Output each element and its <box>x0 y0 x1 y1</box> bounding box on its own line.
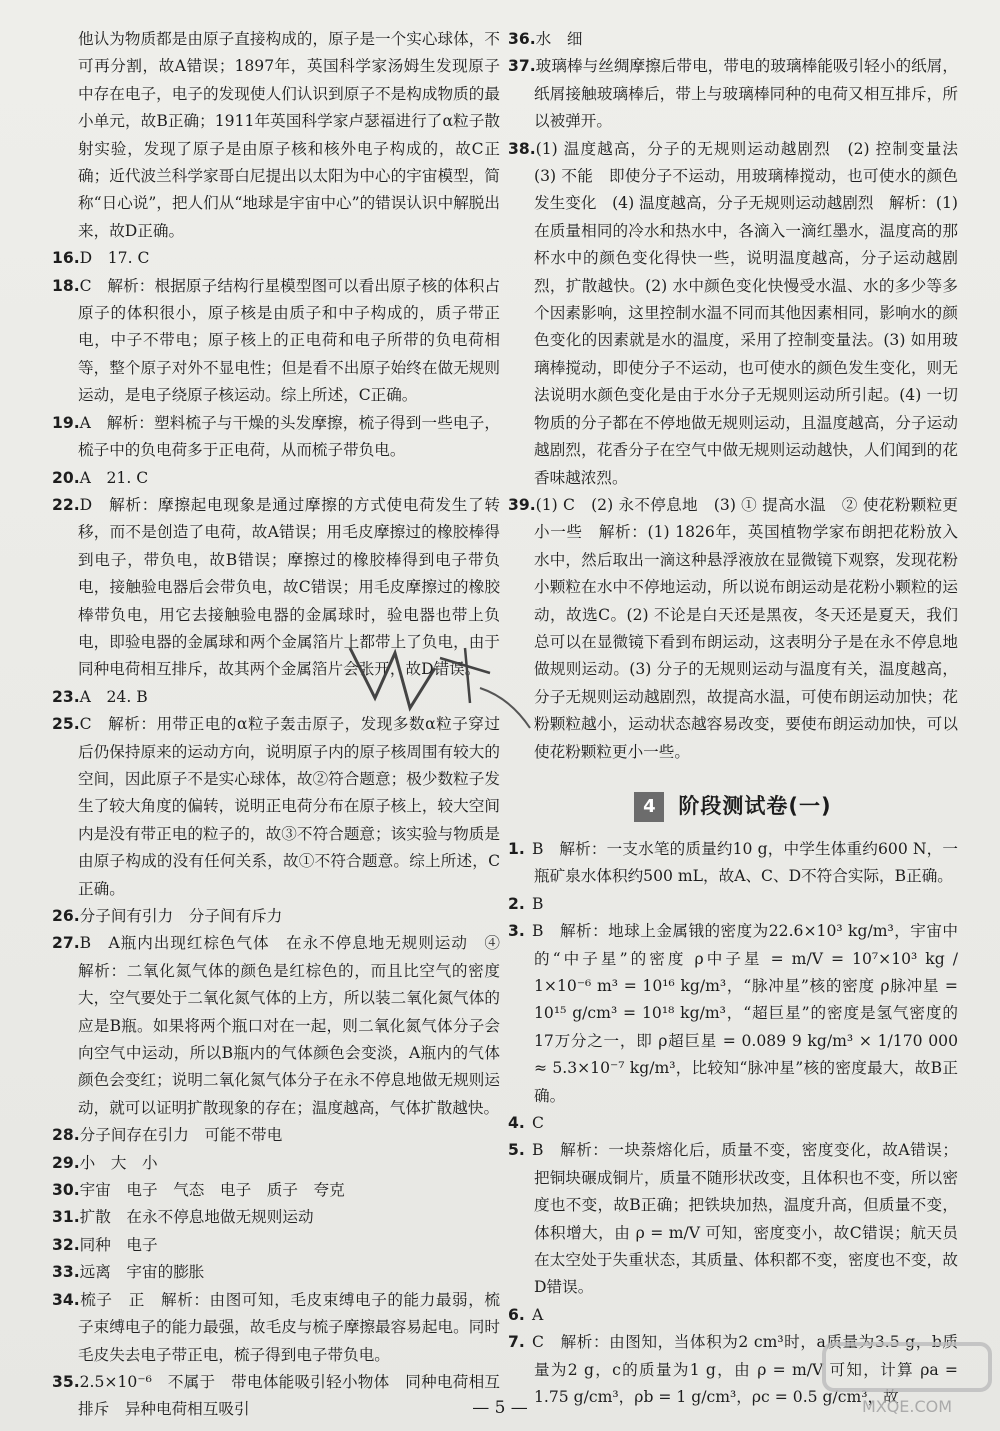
question-number: 37. <box>508 57 536 76</box>
question-number: 28. <box>52 1126 80 1145</box>
section-title: 阶段测试卷(一) <box>678 794 832 819</box>
watermark-logo <box>822 1338 992 1418</box>
answer-item <box>52 930 516 1122</box>
page-number: — 5 — <box>472 1398 528 1418</box>
answer-item <box>52 1204 500 1231</box>
answer-item <box>508 1110 958 1137</box>
question-number: 38. <box>508 139 536 158</box>
section-header <box>508 792 958 822</box>
answer-item <box>52 245 500 272</box>
question-number: 32. <box>52 1235 80 1254</box>
answer-item <box>52 1150 500 1177</box>
question-number: 16. <box>52 249 80 268</box>
question-number: 3. <box>508 922 525 941</box>
answer-text: 小 大 小 <box>79 1153 158 1172</box>
question-number: 2. <box>508 894 525 913</box>
answer-item <box>508 918 958 1110</box>
answer-item <box>508 492 958 766</box>
answer-item <box>52 26 500 245</box>
answers-block-a <box>508 26 974 766</box>
question-number: 39. <box>508 495 536 514</box>
answer-text: (1) C (2) 永不停息地 (3) ① 提高水温 ② 使花粉颗粒更小一些 解析：(1) 1826年，英国植物学家布朗把花粉放入水中，然后取出一滴这种悬浮液放在显微镜下观察，发现花粉小颗粒在水中不停地运动，所以说布朗运动是花粉小颗粒的运动，故选C。(2) 不论是白天还是黑夜，冬天还是夏天，我们总可以在显微镜下看到布朗运动，这表明分子是在永不停息地做规则运动。(3) 分子的无规则运动与温度有关，温度越高，分子无规则运动越剧烈，故提高水温，可使布朗运动加快；花粉颗粒越小，运动状态越容易改变，要使布朗运动加快，可以使花粉颗粒更小一些。 <box>534 495 958 761</box>
answer-text: B 解析：一块萘熔化后，质量不变，密度变化，故A错误；把铜块碾成铜片，质量不随形状改变，且体积也不变，所以密度也不变，故B正确；把铁块加热，温度升高，但质量不变，体积增大，由 ρ = m/V 可知，密度变小，故C错误；航天员在太空处于失重状态，其质量、体积都不变，密度也不变，故D错误。 <box>532 1141 958 1297</box>
question-number: 36. <box>508 30 536 48</box>
answer-item <box>52 1177 500 1204</box>
answer-text: A 解析：塑料梳子与干燥的头发摩擦，梳子得到一些电子，梳子中的负电荷多于正电荷，从而梳子带负电。 <box>78 413 500 460</box>
question-number: 22. <box>52 495 80 514</box>
answers-block-b <box>508 836 958 1412</box>
answer-text: 远离 宇宙的膨胀 <box>79 1263 205 1282</box>
answer-text: 2.5×10⁻⁶ 不属于 带电体能吸引轻小物体 同种电荷相互排斥 异种电荷相互吸引 <box>78 1372 500 1419</box>
answer-text: 宇宙 电子 气态 电子 质子 夸克 <box>79 1181 345 1200</box>
answer-item <box>52 465 500 492</box>
question-number: 4. <box>508 1114 525 1133</box>
question-number: 35. <box>52 1372 80 1391</box>
watermark-text: MXQE.COM <box>861 1397 953 1416</box>
handwritten-stamp <box>340 628 540 738</box>
answer-text: 他认为物质都是由原子直接构成的，原子是一个实心球体，不可再分割，故A错误；1897年，英国科学家汤姆生发现原子中存在电子，电子的发现使人们认识到原子不是构成物质的最小单元，故B正确；1911年英国科学家卢瑟福进行了α粒子散射实验，发现了原子是由原子核和核外电子构成的，故C正确；近代波兰科学家哥白尼提出以太阳为中心的宇宙模型，简称“日心说”，把人们从“地球是宇宙中心”的错误认识中解脱出来，故D正确。 <box>78 30 500 240</box>
answer-text: C 解析：用带正电的α粒子轰击原子，发现多数α粒子穿过后仍保持原来的运动方向，说明原子内的原子核周围有较大的空间，因此原子不是实心球体，故②符合题意；极少数粒子发生了较大角度的偏转，说明正电荷分布在原子核上，较大空间内是没有带正电的粒子的，故③不符合题意；该实验与物质是由原子构成的没有任何关系，故①不符合题意。综上所述，C正确。 <box>78 715 500 898</box>
question-number: 19. <box>52 413 80 432</box>
answer-item <box>52 1232 500 1259</box>
answer-text: B 解析：一支水笔的质量约10 g，中学生体重约600 N，一瓶矿泉水体积约500 mL，故A、C、D不符合实际，B正确。 <box>532 839 958 886</box>
answer-text: C <box>532 1114 544 1133</box>
answer-text: D 解析：摩擦起电现象是通过摩擦的方式使电荷发生了转移，而不是创造了电荷，故A错误；用毛皮摩擦过的橡胶棒得到电子，带负电，故B错误；摩擦过的橡胶棒得到电子带负电，接触验电器后会带负电，故C错误；用毛皮摩擦过的橡胶棒带负电，用它去接触验电器的金属球时，验电器也带上负电，即验电器的金属球和两个金属箔片上都带上了负电，由于同种电荷相互排斥，故其两个金属箔片会张开，故D错误。 <box>78 495 500 679</box>
question-number: 30. <box>52 1181 80 1200</box>
answer-text: B A瓶内出现红棕色气体 在永不停息地无规则运动 ④ 解析：二氧化氮气体的颜色是红棕色的，而且比空气的密度大，空气要处于二氧化氮气体的上方，所以装二氧化氮气体的应是B瓶。如果将两个瓶口对在一起，则二氧化氮气体分子会向空气中运动，所以B瓶内的气体颜色会变淡，A瓶内的气体颜色会变红；说明二氧化氮气体分子在永不停息地做无规则运动，就可以证明扩散现象的存在；温度越高，气体扩散越快。 <box>78 934 516 1117</box>
answer-text: A 24. B <box>79 687 148 706</box>
question-number: 34. <box>52 1290 80 1309</box>
right-column <box>508 26 974 1412</box>
answer-text: A 21. C <box>79 468 149 487</box>
answer-text: (1) 温度越高，分子的无规则运动越剧烈 (2) 控制变量法 (3) 不能 即使分子不运动，用玻璃棒搅动，也可使水的颜色发生变化 (4) 温度越高，分子无规则运动越剧烈 解析：(1) 在质量相同的冷水和热水中，各滴入一滴红墨水，温度高的那杯水中的颜色变化得快一些，说明温度越高，分子运动越剧烈，扩散越快。(2) 水中颜色变化快慢受水温、水的多少等多个因素影响，这里控制水温不同而其他因素相同，影响水的颜色变化的因素就是水的温度，采用了控制变量法。(3) 如用玻璃棒搅动，即使分子不运动，也可使水的颜色发生变化，则无法说明水颜色变化是由于水分子无规则运动所引起。(4) 一切物质的分子都在不停地做无规则运动，且温度越高，分子运动越剧烈，花香分子在空气中做无规则运动越快，人们闻到的花香味越浓烈。 <box>534 139 974 487</box>
answer-text: C 解析：由图知，当体积为2 cm³时，a质量为3.5 g，b质量为2 g，c的质量为1 g，由 ρ = m/V 可知，计算 ρa = 1.75 g/cm³，ρb = 1 g/cm³，ρc = 0.5 g/cm³，故 <box>532 1333 958 1407</box>
answer-text: 玻璃棒与丝绸摩擦后带电，带电的玻璃棒能吸引轻小的纸屑，纸屑接触玻璃棒后，带上与玻璃棒同种的电荷又相互排斥，所以被弹开。 <box>534 57 958 131</box>
section-number: 4 <box>634 792 664 822</box>
answer-text: 扩散 在永不停息地做无规则运动 <box>79 1208 314 1227</box>
question-number: 7. <box>508 1333 525 1352</box>
answer-item <box>52 903 500 930</box>
answer-item <box>508 26 958 53</box>
answer-item <box>508 136 974 492</box>
question-number: 26. <box>52 907 80 925</box>
answer-item <box>52 1122 500 1149</box>
answer-item <box>508 891 958 918</box>
answer-text: D 17. C <box>79 249 150 268</box>
question-number: 1. <box>508 839 525 858</box>
answer-text: B 解析：地球上金属锇的密度为22.6×10³ kg/m³，宇宙中的“中子星”的密度 ρ中子星 = m/V = 10⁷×10³ kg / 1×10⁻⁶ m³ = 10¹⁶ kg/m³，“脉冲星”核的密度 ρ脉冲星 = 10¹⁵ g/cm³ = 10¹⁸ kg/m³，“超巨星”的密度是氢气密度的17万分之一，即 ρ超巨星 = 0.089 9 kg/m³ × 1/170 000 ≈ 5.3×10⁻⁷ kg/m³，比较知“脉冲星”核的密度最大，故B正确。 <box>532 922 958 1105</box>
answer-text: B <box>532 894 544 913</box>
answer-text: 同种 电子 <box>79 1235 158 1254</box>
answer-text: A <box>532 1305 544 1324</box>
answer-text: 水 细 <box>535 30 583 48</box>
question-number: 23. <box>52 687 80 706</box>
answer-text: C 解析：根据原子结构行星模型图可以看出原子核的体积占原子的体积很小，原子核是由质子和中子构成的，质子带正电，中子不带电；原子核上的正电荷和电子所带的负电荷相等，整个原子对外不显电性；但是看不出原子始终在做无规则运动，是电子绕原子核运动。综上所述，C正确。 <box>78 276 500 405</box>
answer-item <box>508 53 958 135</box>
answer-text: 分子间存在引力 可能不带电 <box>79 1126 283 1145</box>
answer-item <box>52 1287 500 1369</box>
answer-text: 梳子 正 解析：由图可知，毛皮束缚电子的能力最弱，梳子束缚电子的能力最强，故毛皮与梳子摩擦最容易起电。同时毛皮失去电子带正电，梳子得到电子带负电。 <box>78 1290 500 1364</box>
question-number: 5. <box>508 1141 525 1160</box>
answer-text: 分子间有引力 分子间有斥力 <box>79 907 283 925</box>
answer-item <box>52 1259 500 1286</box>
question-number: 6. <box>508 1305 525 1324</box>
question-number: 18. <box>52 276 80 295</box>
answer-item <box>508 1137 958 1301</box>
answer-item <box>52 273 500 410</box>
question-number: 20. <box>52 468 80 487</box>
question-number: 31. <box>52 1208 80 1227</box>
question-number: 25. <box>52 715 80 734</box>
answer-item <box>508 1302 958 1329</box>
answer-item <box>52 410 500 465</box>
answer-item <box>52 711 500 903</box>
answer-item <box>508 836 958 891</box>
question-number: 29. <box>52 1153 80 1172</box>
question-number: 33. <box>52 1263 80 1282</box>
question-number: 27. <box>52 934 80 953</box>
